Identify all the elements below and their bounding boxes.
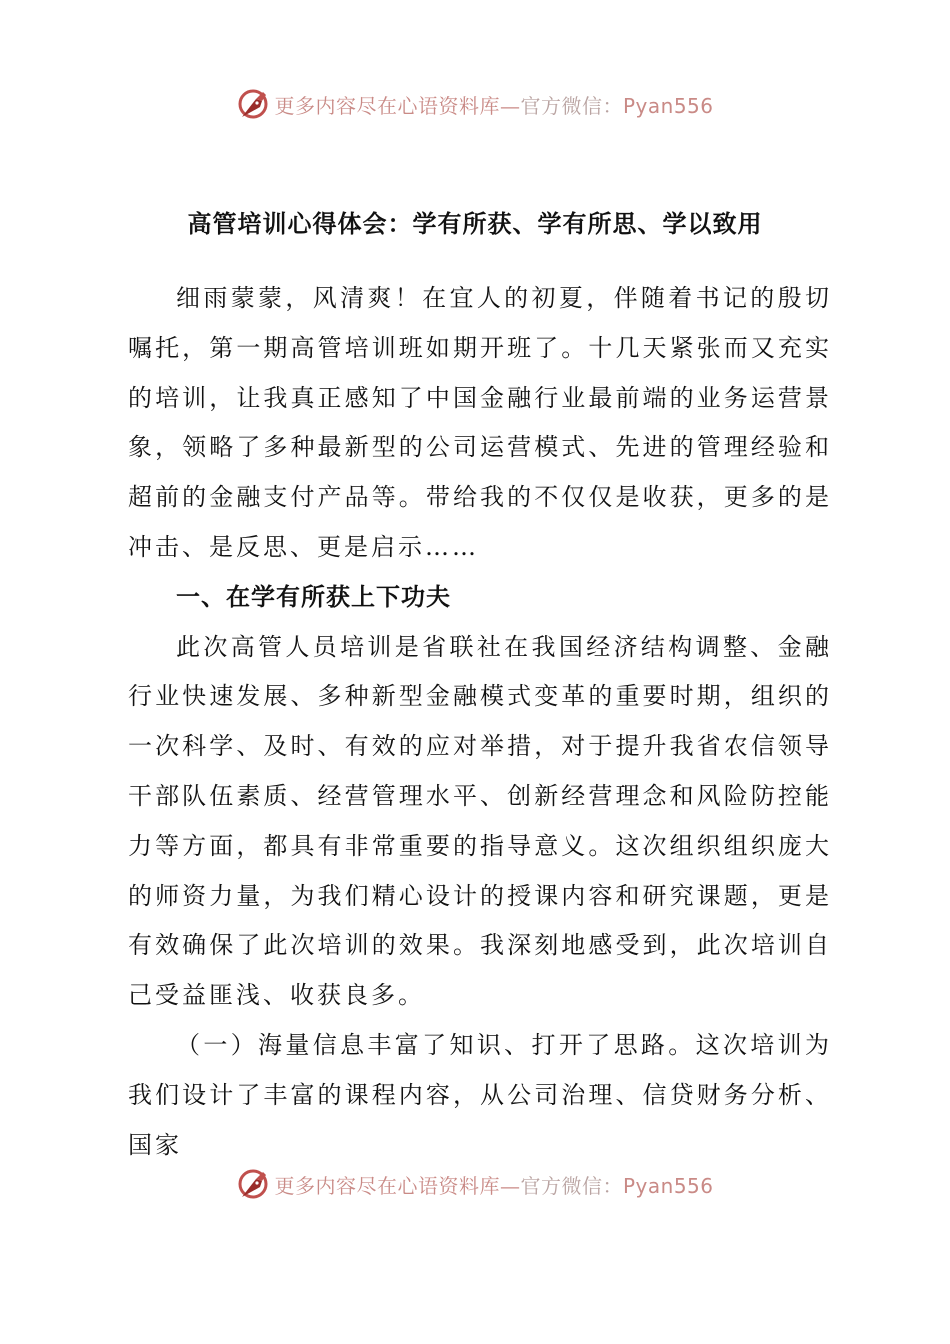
watermark-label: 官方微信： bbox=[520, 93, 623, 118]
section-heading: 一、在学有所获上下功夫 bbox=[176, 582, 451, 611]
watermark-main: 更多内容尽在心语资料库 bbox=[274, 93, 500, 118]
watermark-text bbox=[274, 1170, 713, 1199]
watermark-id: Pyan556 bbox=[622, 1173, 714, 1198]
pen-nib-logo-icon bbox=[236, 87, 270, 121]
paragraph-intro: 细雨蒙蒙，风清爽！在宜人的初夏，伴随着书记的殷切嘱托，第一期高管培训班如期开班了。十几天紧张而又充实的培训，让我真正感知了中国金融行业最前端的业务运营景象，领略了多种最新型的公司运营模式、先进的管理经验和超前的金融支付产品等。带给我的不仅仅是收获，更多的是冲击、是反思、更是启示…… bbox=[128, 284, 832, 561]
watermark-main: 更多内容尽在心语资料库 bbox=[274, 1173, 500, 1198]
paragraph-section-1: 此次高管人员培训是省联社在我国经济结构调整、金融行业快速发展、多种新型金融模式变革的重要时期，组织的一次科学、及时、有效的应对举措，对于提升我省农信领导干部队伍素质、经营管理水平、创新经营理念和风险防控能力等方面，都具有非常重要的指导意义。这次组织组织庞大的师资力量，为我们精心设计的授课内容和研究课题，更是有效确保了此次培训的效果。我深刻地感受到，此次培训自己受益匪浅、收获良多。 bbox=[128, 632, 832, 1010]
document-title: 高管培训心得体会：学有所获、学有所思、学以致用 bbox=[187, 210, 763, 238]
document-body bbox=[128, 274, 832, 1170]
watermark-separator: — bbox=[499, 1173, 521, 1198]
watermark-text bbox=[274, 90, 713, 119]
pen-nib-logo-icon bbox=[236, 1167, 270, 1201]
watermark-separator: — bbox=[499, 93, 521, 118]
paragraph-subsection-1: （一）海量信息丰富了知识、打开了思路。这次培训为我们设计了丰富的课程内容，从公司治理、信贷财务分析、国家 bbox=[128, 1030, 832, 1159]
watermark-id: Pyan556 bbox=[622, 93, 714, 118]
watermark-label: 官方微信： bbox=[520, 1173, 623, 1198]
watermark-header bbox=[0, 84, 950, 124]
watermark-footer bbox=[0, 1164, 950, 1204]
